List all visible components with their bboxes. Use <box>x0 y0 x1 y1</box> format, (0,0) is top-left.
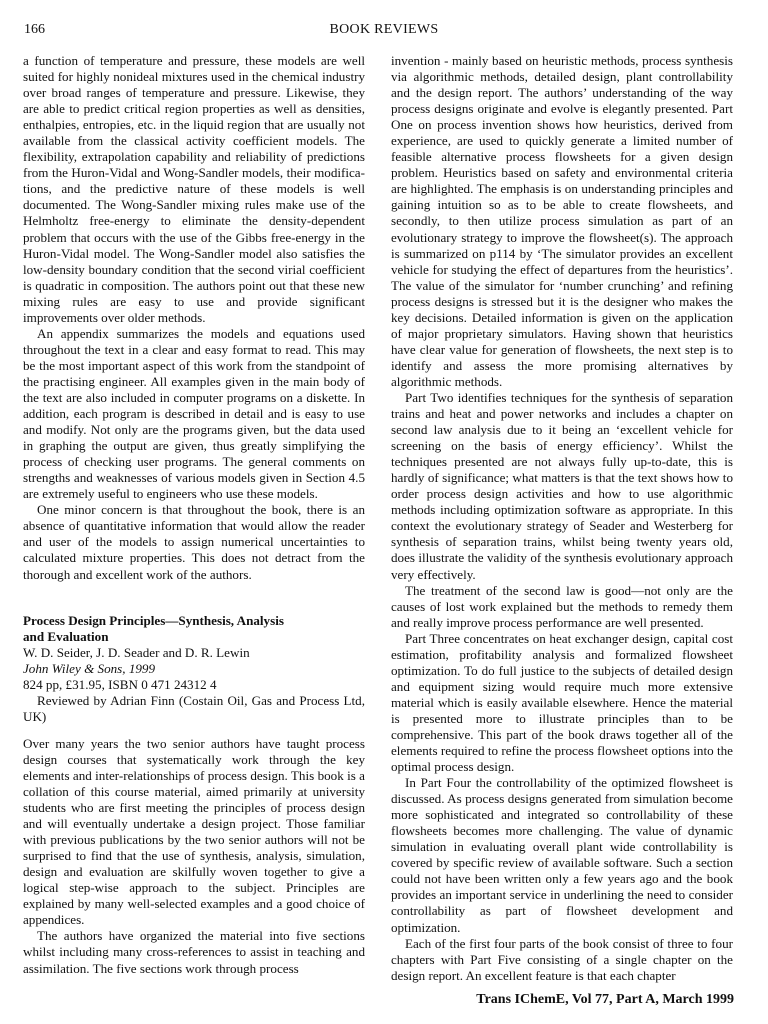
paragraph: One minor concern is that throughout the book, there is an absence of quantitative information that would allow the reader and user of the models to assign numerical uncertainties to calculated mixture properties. This does not detract from the thorough and excellent work of the authors. <box>23 502 365 582</box>
paragraph: Part Two identifies techniques for the synthesis of separation trains and heat and power networks and includes a chapter on second law analysis due to it being an ‘excellent vehicle for screening on the basis of energy efficiency’. Whilst the techniques presented are not always fully up-to-date, this is hardly of significance; what matters is that the text shows how to order process design activities and how to use algorithmic methods including optimization software as appropriate. In this context the evolutionary strategy of Seader and Westerberg for synthesis of separation trains, whilst being twenty years old, does illustrate the validity of the synthesis evolutionary approach very effectively. <box>391 389 733 582</box>
review-authors: W. D. Seider, J. D. Seader and D. R. Lewin <box>23 644 250 660</box>
review-details: 824 pp, £31.95, ISBN 0 471 24312 4 <box>23 676 217 692</box>
paragraph: In Part Four the controllability of the optimized flowsheet is discussed. As process designs generated from simulation become more sophisticated and integrated so controllability of these flowsheets becomes more challenging. The value of dynamic simulation in evaluating overall plant wide controllability is covered by specific review of available software. Such a section could not have been written only a few years ago and the book provides an important service in underlining the need to consider controllability as part of flowsheet development and optimization. <box>391 775 733 935</box>
page-number: 166 <box>24 22 45 37</box>
journal-citation: Trans IChemE, Vol 77, Part A, March 1999 <box>476 992 734 1007</box>
review-title-line-2: and Evaluation <box>23 628 109 644</box>
running-title: BOOK REVIEWS <box>329 22 439 37</box>
left-column <box>23 53 365 977</box>
paragraph: Part Three concentrates on heat exchanger design, capital cost estimation, profitability analysis and formalized flowsheet optimization. To do full justice to the subjects of detailed design and equipment sizing would require much more extensive material which is easily available elsewhere. Hence the material is presented more to illustrate principles than to be comprehensive. This part of the book draws together all of the elements required to refine the process flowsheet options into the optimal process design. <box>391 630 733 775</box>
paragraph: invention - mainly based on heuristic methods, process synthesis via algorithmic methods, detailed design, plant controllability and the design report. The authors’ understanding of the way process designs originate and evolve is elegantly presented. Part One on process invention shows how heuristics, derived from experience, are used to quickly generate a limited number of feasible alternative process flowsheets for a given design problem. Heuristics based on safety and environmental criteria are highlighted. The emphasis is on understanding principles and gaining intuition so as to be able to create flowsheets, and secondly, to then utilize process simulation as part of an evolutionary strategy to improve the flowsheet(s). The approach is summarized on p114 by ‘The simulator provides an excellent vehicle for studying the effect of departures from the heuristics’. The value of the simulator for ‘number crunching’ and refining process designs is stressed but it is the designer who makes the key decisions. Detailed information is given on the application of major proprietary simulators. Having shown that heuristics have clear value for generation of flowsheets, the next step is to identify and assess the more promising alternatives by algorithmic methods. <box>391 53 733 389</box>
review-body <box>23 736 365 977</box>
paragraph: An appendix summarizes the models and equations used throughout the text in a clear and easy format to read. This may be the most important aspect of this work from the standpoint of the practising engineer. All examples given in the main body of the text are also included in computer programs on a diskette. In addition, each program is described in detail and is easy to use and modify. Not only are the programs given, but the data used in graphing the output are given, thus greatly simplifying the process of checking user programs. The general comments on strengths and weaknesses of various models given in Section 4.5 are extremely useful to engineers who use these models. <box>23 325 365 502</box>
review-title-line-1: Process Design Principles—Synthesis, Analysis <box>23 612 284 628</box>
paragraph: a function of temperature and pressure, these models are well suited for highly nonideal mixtures used in the chemical industry over broad ranges of temperature and pressure. Likewise, they are able to predict critical region properties as well as densities, enthalpies, entropies, etc. in the liquid region that are usually not available from the classical activity coefficient models. The flexibility, extrapolation capability and reliability of predictions from the Huron-Vidal and Wong-Sandler models, their modifications, and the predictive nature of these models is well documented. The Wong-Sandler mixing rules make use of the Helmholtz free-energy to eliminate the density-dependent problem that occurs with the use of the Gibbs free-energy in the Huron-Vidal model. The Wong-Sandler model also satisfies the low-density boundary condition that the second virial coefficient is quadratic in composition. The authors point out that these new mixing rules are easy to use and provide significant improvements over older methods. <box>23 53 365 325</box>
review-heading <box>23 613 365 693</box>
right-column <box>391 53 733 984</box>
paragraph: The treatment of the second law is good—not only are the causes of lost work explained but the methods to remedy them and really improve process performance are well presented. <box>391 582 733 630</box>
paragraph: Each of the first four parts of the book consist of three to four chapters with Part Five consisting of a single chapter on the design report. An excellent feature is that each chapter <box>391 935 733 983</box>
review-publisher: John Wiley & Sons, 1999 <box>23 660 156 676</box>
paragraph: Over many years the two senior authors have taught process design courses that systematically work through the key elements and inter-relationships of process design. This book is a collation of this course material, aimed primarily at university students who are first meeting the principles of process design and will eventually undertake a design project. Those familiar with previous publications by the two senior authors will not be surprised to find that the use of synthesis, analysis, simulation, design and evaluation are skilfully woven together to give a logical step-wise approach to the subject. Principles are explained by many well-selected examples and a good choice of appendices. <box>23 735 365 928</box>
paragraph: The authors have organized the material into five sections whilst including many cross-references to assist in teaching and assimilation. The five sections work through process <box>23 928 365 976</box>
reviewer-credit: Reviewed by Adrian Finn (Costain Oil, Gas and Process Ltd, UK) <box>23 692 365 724</box>
